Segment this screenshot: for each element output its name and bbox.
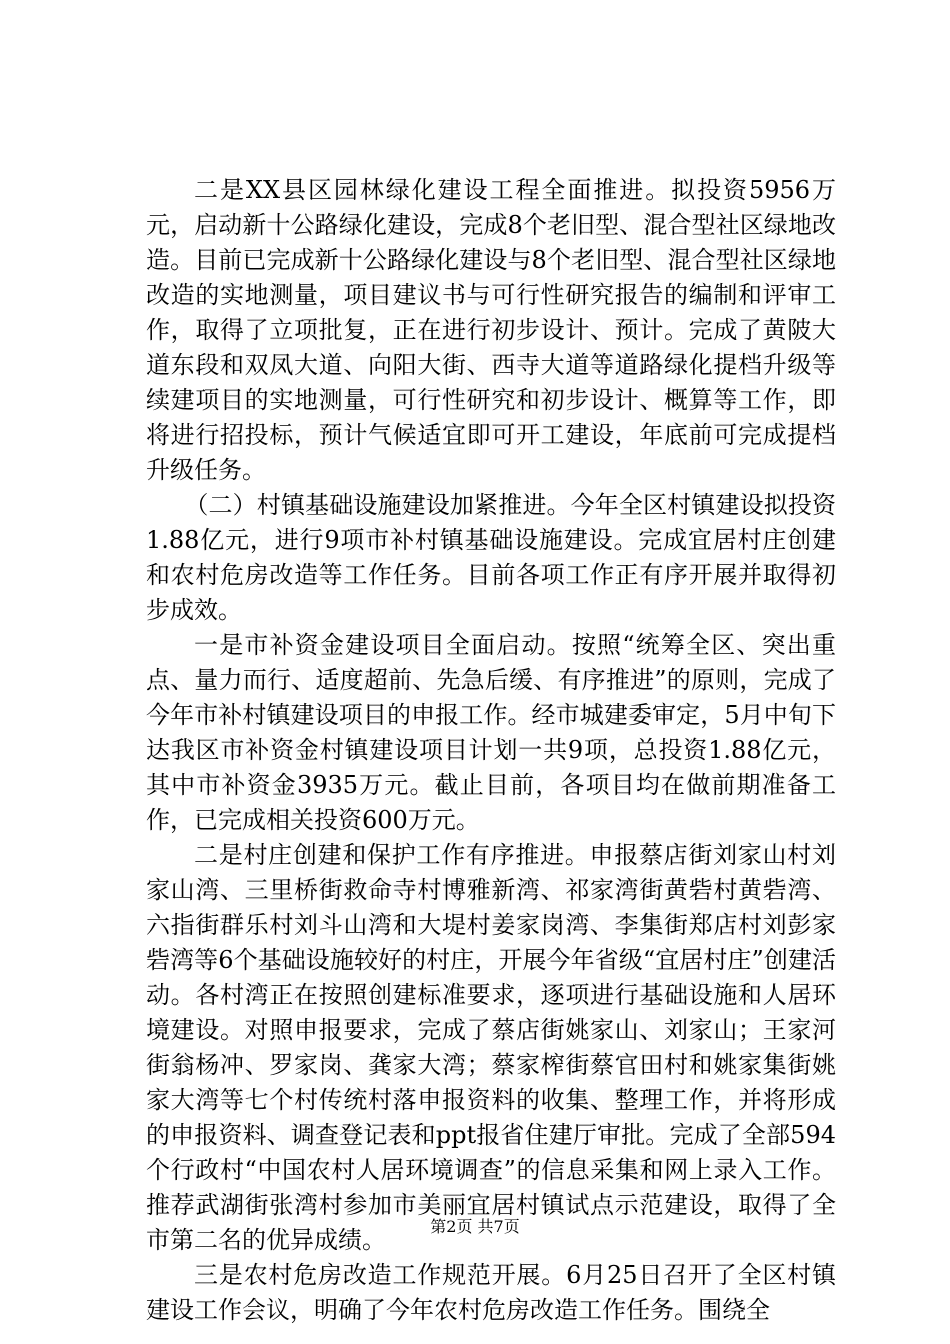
paragraph-village-infrastructure: （二）村镇基础设施建设加紧推进。今年全区村镇建设拟投资1.88亿元，进行9项市补村镇基础设施建设。完成宜居村庄创建和农村危房改造等工作任务。目前各项工作正有序开展并取得初步成效。 [146, 491, 836, 624]
paragraph-dangerous-housing: 三是农村危房改造工作规范开展。6月25日召开了全区村镇建设工作会议，明确了今年农村危房改造工作任务。围绕全 [146, 1261, 836, 1324]
document-body [146, 173, 836, 1328]
paragraph-landscaping: 二是XX县区园林绿化建设工程全面推进。拟投资5956万元，启动新十公路绿化建设，完成8个老旧型、混合型社区绿地改造。目前已完成新十公路绿化建设与8个老旧型、混合型社区绿地改造的实地测量，项目建议书与可行性研究报告的编制和评审工作，取得了立项批复，正在进行初步设计、预计。完成了黄陂大道东段和双凤大道、向阳大街、西寺大道等道路绿化提档升级等续建项目的实地测量，可行性研究和初步设计、概算等工作，即将进行招投标，预计气候适宜即可开工建设，年底前可完成提档升级任务。 [146, 176, 836, 484]
paragraph-city-subsidy-projects: 一是市补资金建设项目全面启动。按照“统筹全区、突出重点、量力而行、适度超前、先急后缓、有序推进”的原则，完成了今年市补村镇建设项目的申报工作。经市城建委审定，5月中旬下达我区市补资金村镇建设项目计划一共9项，总投资1.88亿元，其中市补资金3935万元。截止目前，各项目均在做前期准备工作，已完成相关投资600万元。 [146, 631, 836, 834]
page-footer: 第2页 共7页 [430, 1217, 520, 1236]
paragraph-village-creation: 二是村庄创建和保护工作有序推进。申报蔡店街刘家山村刘家山湾、三里桥街救命寺村博雅新湾、祁家湾街黄砦村黄砦湾、六指街群乐村刘斗山湾和大堤村姜家岗湾、李集街郑店村刘彭家砦湾等6个基础设施较好的村庄，开展今年省级“宜居村庄”创建活动。各村湾正在按照创建标准要求，逐项进行基础设施和人居环境建设。对照申报要求，完成了蔡店街姚家山、刘家山；王家河街翁杨冲、罗家岗、龚家大湾；蔡家榨街蔡官田村和姚家集街姚家大湾等七个村传统村落申报资料的收集、整理工作，并将形成的申报资料、调查登记表和ppt报省住建厅审批。完成了全部594个行政村“中国农村人居环境调查”的信息采集和网上录入工作。推荐武湖街张湾村参加市美丽宜居村镇试点示范建设，取得了全市第二名的优异成绩。 [146, 841, 836, 1254]
